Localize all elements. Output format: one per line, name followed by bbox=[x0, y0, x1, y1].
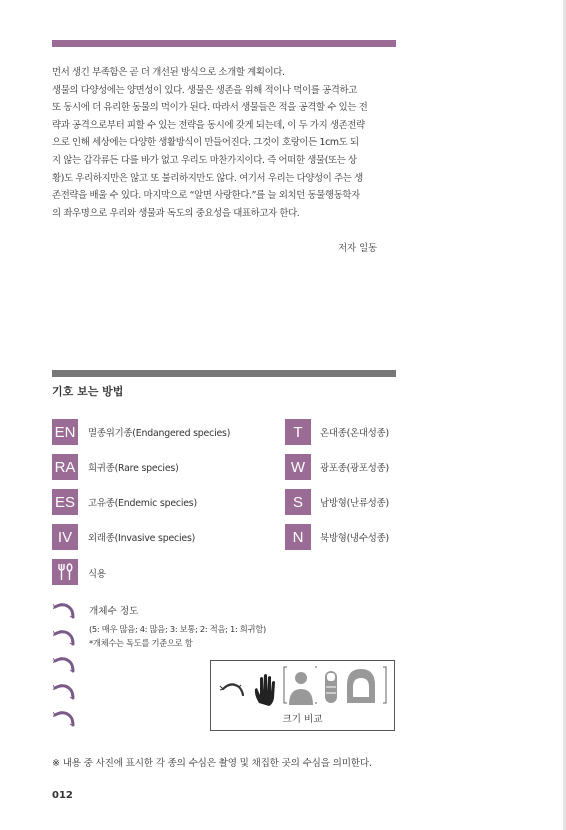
abundance-scale bbox=[89, 623, 266, 650]
badge-temperate: T bbox=[285, 419, 311, 445]
footnote: ※ 내용 중 사진에 표시한 각 종의 수심은 촬영 및 채집한 곳의 수심을 의미한다. bbox=[52, 758, 372, 769]
intro-line: 먼서 생긴 부족함은 곧 더 개선된 방식으로 소개할 계획이다. bbox=[52, 67, 285, 78]
person-icon bbox=[289, 672, 313, 705]
author-signature: 저자 일동 bbox=[338, 243, 378, 254]
intro-line: 존전략을 배울 수 있다. 마지막으로 “알면 사랑한다.”를 늘 외치던 동물행동학자 bbox=[52, 190, 360, 202]
abundance-title: 개체수 정도 bbox=[89, 606, 139, 617]
shrimp-icon bbox=[220, 684, 243, 695]
badge-endemic: ES bbox=[52, 489, 78, 515]
badge-endangered: EN bbox=[52, 419, 78, 445]
shrimp-icon bbox=[53, 630, 75, 646]
size-comparison-box bbox=[210, 660, 395, 731]
intro-line: 의 좌우명으로 우리와 생물과 독도의 중요성을 대표하고자 한다. bbox=[52, 207, 300, 219]
label-widespread: 광포종(광포성종) bbox=[320, 463, 389, 474]
label-temperate: 온대종(온대성종) bbox=[320, 428, 389, 439]
label-endangered: 멸종위기종(Endangered species) bbox=[88, 428, 231, 439]
badge-invasive: IV bbox=[52, 524, 78, 550]
label-invasive: 외래종(Invasive species) bbox=[88, 533, 196, 544]
label-edible: 식용 bbox=[88, 569, 106, 580]
shrimp-icon bbox=[53, 711, 75, 727]
intro-line: 황)도 우리하지만은 않고 또 불리하지만도 않다. 여기서 우리는 다양성이 주는 생 bbox=[52, 172, 363, 184]
shrimp-icon bbox=[53, 684, 75, 700]
label-rare: 희귀종(Rare species) bbox=[88, 463, 179, 474]
badge-rare: RA bbox=[52, 454, 78, 480]
size-comparison-caption: 크기 비교 bbox=[282, 714, 323, 725]
badge-widespread: W bbox=[285, 454, 311, 480]
intro-line: 으로 인해 세상에는 다양한 생활방식이 만들어진다. 그것이 호랑이든 1cm도 되 bbox=[52, 137, 359, 149]
intro-line: 략과 공격으로부터 피할 수 있는 전략을 동시에 갖게 되는데, 이 두 가지 생존전략 bbox=[52, 119, 365, 131]
label-endemic: 고유종(Endemic species) bbox=[88, 498, 197, 509]
shrimp-icon bbox=[53, 657, 75, 673]
abundance-scale-text: (5: 매우 많음; 4: 많음; 3: 보통; 2: 적음; 1: 희귀함) bbox=[89, 624, 266, 634]
page-number: 012 bbox=[52, 790, 73, 801]
label-southern: 남방형(난류성종) bbox=[320, 498, 389, 509]
intro-line: 지 않는 갑각류든 다를 바가 없고 우리도 마찬가지이다. 즉 어떠한 생물(또는 상 bbox=[52, 154, 357, 166]
shrimp-icon bbox=[53, 603, 75, 619]
hand-icon bbox=[255, 674, 275, 706]
fork-spoon-icon bbox=[52, 559, 78, 585]
legend-title: 기호 보는 방법 bbox=[52, 385, 124, 398]
label-northern: 북방형(냉수성종) bbox=[320, 533, 389, 544]
top-divider-bar bbox=[52, 40, 396, 47]
intro-line: 생물의 다양성에는 양면성이 있다. 생물은 생존을 위해 적이나 먹이를 공격하고 bbox=[52, 84, 357, 96]
intro-text bbox=[52, 64, 398, 222]
badge-northern: N bbox=[285, 524, 311, 550]
intro-line: 또 동시에 더 유리한 동물의 먹이가 된다. 따라서 생물들은 적을 공격할 수 있는 전 bbox=[52, 102, 368, 114]
head-icon bbox=[347, 669, 375, 703]
section-divider-bar bbox=[52, 370, 396, 377]
badge-southern: S bbox=[285, 489, 311, 515]
finger-icon bbox=[325, 671, 337, 703]
abundance-note: *개체수는 독도를 기준으로 함 bbox=[89, 637, 193, 648]
